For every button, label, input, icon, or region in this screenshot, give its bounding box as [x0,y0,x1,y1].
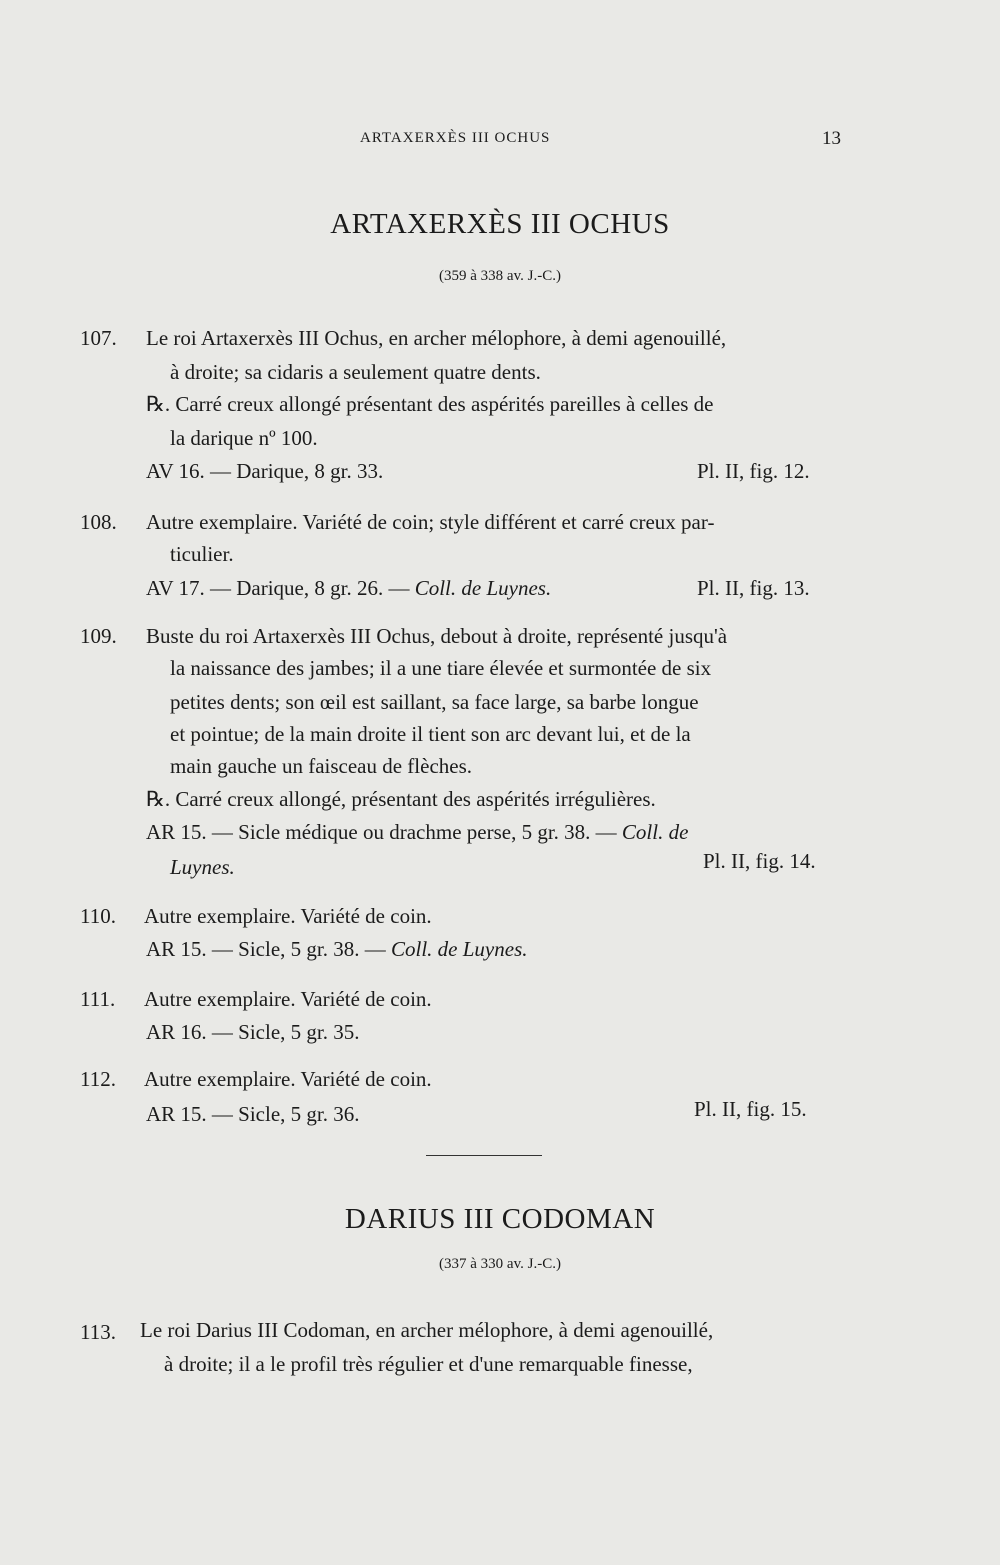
entry-text-line: Le roi Darius III Codoman, en archer mélophore, à demi agenouillé, [140,1318,714,1342]
entry-text-line: Autre exemplaire. Variété de coin. [144,1067,432,1091]
reverse-line: ℞. Carré creux allongé, présentant des aspérités irrégulières. [146,787,656,811]
coin-line [146,935,528,963]
running-head-title: ARTAXERXÈS III OCHUS [360,130,551,146]
entry-number: 111. [80,987,116,1011]
coin-line [146,574,551,602]
collection-name: Luynes. [170,855,235,879]
coin-line [146,818,688,846]
entry-number: 109. [80,624,117,648]
entry-text-line: Le roi Artaxerxès III Ochus, en archer mélophore, à demi agenouillé, [146,326,727,350]
entry-text-line: et pointue; de la main droite il tient son arc devant lui, et de la [170,722,691,746]
section-divider [426,1155,542,1156]
entry-text-line: Autre exemplaire. Variété de coin. [144,987,432,1011]
section-title: ARTAXERXÈS III OCHUS [330,208,670,240]
entry-text-line: main gauche un faisceau de flèches. [170,754,473,778]
plate-reference: Pl. II, fig. 15. [694,1097,807,1121]
plate-reference: Pl. II, fig. 14. [703,849,816,873]
entry-text-line: Autre exemplaire. Variété de coin. [144,904,432,928]
section-dates: (337 à 330 av. J.-C.) [439,1256,561,1272]
plate-reference: Pl. II, fig. 12. [697,459,810,483]
section-dates: (359 à 338 av. J.-C.) [439,268,561,284]
collection-name: Coll. de [621,820,689,844]
running-head [0,130,1000,154]
plate-reference: Pl. II, fig. 13. [697,576,810,600]
entry-text-line: Autre exemplaire. Variété de coin; style différent et carré creux par- [146,510,715,534]
collection-name: Coll. de Luynes. [391,937,528,961]
entry-number: 112. [80,1067,116,1091]
coin-text: AR 15. — Sicle, 5 gr. 38. — [146,937,386,961]
entry-number: 107. [80,326,117,350]
reverse-line: la darique nº 100. [170,426,318,450]
collection-name: Coll. de Luynes. [414,576,552,600]
coin-line: AV 16. — Darique, 8 gr. 33. [146,459,384,483]
coin-text: AV 17. — Darique, 8 gr. 26. — [146,576,410,600]
entry-text-line: la naissance des jambes; il a une tiare élevée et surmontée de six [170,656,712,680]
coin-line: AR 16. — Sicle, 5 gr. 35. [146,1020,360,1044]
coin-line: AR 15. — Sicle, 5 gr. 36. [146,1102,360,1126]
page-number: 13 [822,128,841,149]
entry-text-line: petites dents; son œil est saillant, sa face large, sa barbe longue [170,690,699,714]
entry-text-line: Buste du roi Artaxerxès III Ochus, debout à droite, représenté jusqu'à [146,624,728,648]
section-title: DARIUS III CODOMAN [344,1203,656,1235]
entry-text-line: à droite; sa cidaris a seulement quatre dents. [170,360,541,384]
collection-continuation [170,853,235,881]
coin-text: AR 15. — Sicle médique ou drachme perse, 5 gr. 38. — [146,820,617,844]
reverse-line: ℞. Carré creux allongé présentant des aspérités pareilles à celles de [146,392,714,416]
entry-text-line: ticulier. [170,542,234,566]
entry-number: 110. [80,904,116,928]
entry-text-line: à droite; il a le profil très régulier et d'une remarquable finesse, [164,1352,693,1376]
entry-number: 113. [80,1320,116,1344]
entry-number: 108. [80,510,117,534]
